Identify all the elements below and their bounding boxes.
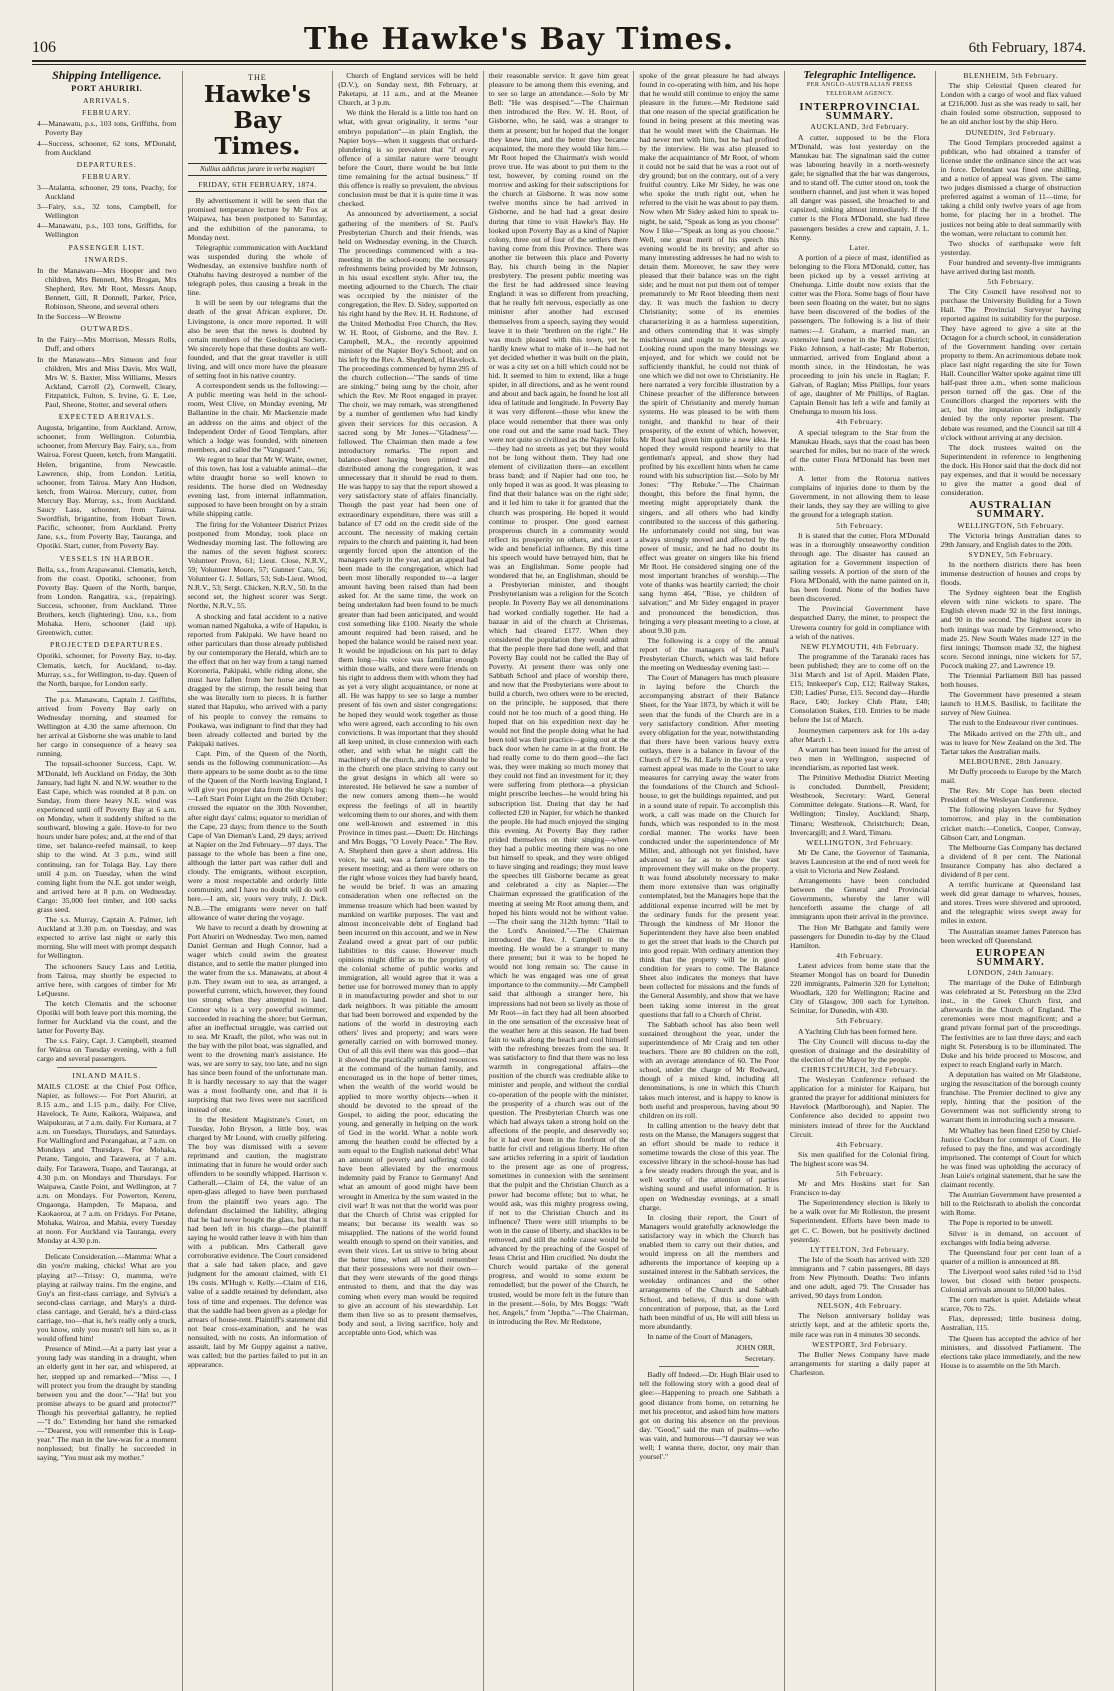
article-paragraph: The ketch Clematis and the schooner Opotiki will both leave port this morning, the former for Auckland via the coast, and the latter for Poverty Bay. xyxy=(37,998,177,1036)
dateline-location: 4th February. xyxy=(836,950,884,960)
divider xyxy=(57,691,157,692)
nameplate-title: Hawke's Bay Times. xyxy=(203,81,311,161)
article-paragraph: Journeymen carpenters ask for 10s a-day after March 1. xyxy=(789,725,930,744)
dateline-location: WESTPORT, 3rd February. xyxy=(812,1339,908,1349)
expected-list: Augusta, brigantine, from Auckland. Arrow, schooner, from Wellington. Columbia, schooner, from Mercury Bay. Fairy, s.s., from Wairoa. Forest Queen, ketch, from Mangatiti. Helen, brigantine, from Newcastle. Lawrence, ship, from London. Letitia, schooner, from Tairoa. Mary Ann Hudson, ketch, from Wairoa. Mercury, cutter, from Mercury Bay. Murray, s.s., from Auckland. Saucy Lass, schooner, from Tairoa. Swordfish, brigantine, from Hobart Town. Pacific, schooner, from Auckland. Pretty Jane, s.s., from Poverty Bay, Tauranga, and Opotiki. Start, cutter, from Poverty Bay. xyxy=(37,423,177,551)
article-paragraph: The s.s. Fairy, Capt. J. Campbell, steamed for Wairoa on Tuesday evening, with a full cargo and several passengers. xyxy=(37,1036,177,1064)
article-paragraph: A deputation has waited on Mr Gladstone, urging the resuscitation of the borough county franchise. The Premier declined to give any reply, hinting that the position of the Government was not sufficiently strong to warrant them in introducing such a measure. xyxy=(940,1069,1082,1125)
article-paragraph: We think the Herald is a little too hard on what, with great originality, it terms "our embryo population"—in plain English, the Napier boys—when it suggests that orchard-plundering is so prevalent that "if every offence of a similar nature were brought before the Court, there would be but little time remaining for the actual business." If this offence is really so prevalent, the obvious conclusion must be that it is quite time it was checked. xyxy=(338,108,478,209)
divider xyxy=(659,1366,759,1367)
article-paragraph: The Government have presented a steam launch to H.M.S. Basilisk, to facilitate the survey of New Guinea. xyxy=(940,690,1082,718)
dateline-location: MELBOURNE, 28th January. xyxy=(959,756,1063,766)
column-telegraphic xyxy=(785,71,936,1691)
european-summary-heading: EUROPEAN SUMMARY. xyxy=(975,946,1046,968)
article-paragraph: Mr Duffy proceeds to Europe by the March mail. xyxy=(940,766,1082,786)
dateline-location: 4th February. xyxy=(836,417,884,427)
masthead xyxy=(32,22,1086,62)
article-paragraph: Badly off Indeed.—Dr. Hugh Blair used to tell the following story with a good deal of glee:—Happening to preach one Sabbath a good distance from home, on returning he met his precentor, and asked him how matters got on during his absence on the previous day. "Good," said the man of psalms—who was vain, and humorous—"I daursay we was well; I wanna there, doctor, ony mair than yoursel'." xyxy=(639,1370,779,1462)
article-paragraph: The Court of Managers has much pleasure in laying before the Church the accompanying abstract of their Balance Sheet, for the Year 1873, by which it will be seen that the funds of the Church are in a very satisfactory condition. After meeting every obligation for the year, notwithstanding that there have been various heavy extra outlays, there is a balance in favour of the Church of £7 9s. 8d. Early in the year a very earnest appeal was made to the Court to take measures for carrying away the water from the foundations of the Church and School-house, to get the buildings repainted, and put in a sound state of repair. To accomplish this work, a call was made on the Church for funds, which was responded to in the most cordial manner. The works have been conducted under the superintendence of Mr Miller, and, although not yet finished, have advanced so far as to show the vast improvement they will make on the property. It was found absolutely necessary to make them more extensive than was originally contemplated, but the Managers hope that the additional expense incurred will be met by the ordinary funds for the present year. Through the kindness of Mr Honor the Superintendent they have also been enabled to get the street that leads to the Church put into good repair. With ordinary attention they think that the property will be in good condition for years to come. The Balance Sheet also indicates the moneys that have been collected for missions and the funds of the General Assembly, and show that we have been taking some interest in the great questions that fall to a Church of Christ. xyxy=(639,673,779,1019)
article-paragraph: In name of the Court of Managers, xyxy=(647,1331,753,1341)
article-paragraph: A letter from the Rotorua natives complains of injuries done to them by the Government, in not allowing them to lease their lands, they say they are willing to give the ground for a telegraph station. xyxy=(789,474,930,520)
article-paragraph: The Australian steamer James Paterson has been wrecked off Queensland. xyxy=(940,926,1082,945)
dateline-location: WELLINGTON, 3rd February. xyxy=(806,837,914,847)
dateline: FRIDAY, 6TH FEBRUARY, 1874. xyxy=(188,180,328,192)
passenger-item: In the Manawatu—Mrs Hooper and two children, Mrs Bennett, Mrs Brogan, Mrs Shepherd, Rev. Mr Root, Messrs Anup, Bennett, Gill, R Donnell, Parker, Price, Robinson, Sheone, and several others xyxy=(37,265,177,312)
article-paragraph: The Victoria brings Australian dates to 29th January, and English dates to the 20th. xyxy=(940,530,1082,549)
article-paragraph: The programme of the Taranaki races has been published; they are to come off on the 31st March and 1st of April. Maiden Plate, £15; Innkeeper's Cup, £12; Railway Stakes, £30; Ladies' Purse, £15. Second day—Hurdle Race, £40; Jockey Club Plate, £40; Consolation Stakes, £10. Entries to be made before the 1st of March. xyxy=(789,651,930,725)
dateline-location: AUCKLAND, 3rd February. xyxy=(810,122,910,132)
mails-heading: INLAND MAILS. xyxy=(72,1070,142,1080)
departure-item: 4—Manawatu, p.s., 103 tons, Griffiths, for Wellington xyxy=(37,221,177,240)
article-paragraph: In closing their report, the Court of Managers would gratefully acknowledge the satisfactory way in which the Church has enabled them to carry out their duties, and would impress on all the members and adherents the importance of keeping up a sustained interest in the Sabbath services, the weekday ordinances and the other arrangements of the Church and Sabbath School, and believe, if this is done with concentration of purpose, that, as the Lord hath been mindful of us, He will still bless us more abundantly. xyxy=(639,1212,779,1331)
signature-name: JOHN ORR, xyxy=(736,1343,775,1353)
section-subheading: PER ANGLO-AUSTRALIAN PRESS TELEGRAM AGENCY. xyxy=(806,82,913,98)
article-paragraph: The Good Templars proceeded against a publican, who had obtained a transfer of license under the ordinance since the act was in force. Defendant was fined one shilling, and a notice of appeal was given. The same two judges dismissed a charge of obstruction preferred against a woman of 11—time, for taking a child only twelve years of age from home, for placing her in a brothel. The justices not being able to deal summarily with the woman, were reluctant to commit her. xyxy=(940,137,1082,238)
article-paragraph: A terrific hurricane at Queensland last week did great damage to wharves, houses, and stores. Trees were shivered and uprooted, and the telegraphic wires swept away for miles in extent. xyxy=(940,880,1082,926)
inwards-heading: INWARDS. xyxy=(84,254,129,264)
article-paragraph: It is stated that the cutter, Flora M'Donald was in a thoroughly unseaworthy condition through age. The disaster has caused an agitation for a Government inspection of sailing vessels. A portion of the stern of the Flora M'Donald, with the name painted on it, has been found. None of the bodies have been discovered. xyxy=(789,530,930,604)
article-paragraph: A shocking and fatal accident to a native woman named Ngahuka, a wife of Hapuku, is reported from Pakipaki. We have heard no other particulars than those already published by our contemporary the Herald, which are to the effect that on her way from a tangi named Koroneria, Pakipaki, while riding alone, she must have fallen from her horse and been dragged by the stirrup, the result being that she was literally torn to pieces. It is further stated that Hapuku, who arrived with a party of his people to convey the remains to Poukawa, was indignant to find that they had been already collected and buried by the Pakipaki natives. xyxy=(187,611,328,748)
dateline-location: LONDON, 24th January. xyxy=(967,967,1055,977)
article-paragraph: The Hon Mr Bathgate and family were passengers for Dunedin to-day by the Claud Hamilton. xyxy=(789,922,930,950)
article-paragraph: Presence of Mind.—At a party last year a young lady was standing in a draught, when an elderly gent in her ear, and whispered, at her, stepped up and remarked—"Miss —, I will protect you from the draught by standing between you and the door."—"Ha! but you promise always to be guard and protector?" Though his proverbial gallantry, he replied—"I do." Extending her hand she remarked—"Dearest, you will remember this is Leap-year." The man in the law-was for a moment nonplussed; but finally he succeeded in saying, "You must ask my mother." xyxy=(37,1344,177,1463)
passenger-item: In the Manawatu—Mrs Simeon and four children, Mrs and Miss Davis, Mrs Wall, Mrs W. S. Baxter, Miss Williams, Messrs Ackland, Carroll (2), Cornwell, Cleary, Fitzpatrick, Fulton, S. Irvine, G. E. Lee, Paul, Sheone, Stotter, and several others xyxy=(37,354,177,409)
article-paragraph: The topsail-schooner Success, Capt. W. M'Donald, left Auckland on Friday, the 30th January, had light N. and N.W. weather to the East Cape, which was rounded at 8 p.m. on Sunday, from there heavy N.E. wind was experienced until off Poverty Bay at 6 a.m. on Monday, when it suddenly shifted to the southward, blowing a gale. Hove-to for two hours under bare poles; and, at the end of that time, set balance-reefed mainsail, to keep ship to the wind. At 3 p.m., wind still continuing, ran for Tolaga Bay. Lay there until 4 p.m. on Tuesday, when the wind coming light from the N.E. got under weigh, and arrived here at 8 p.m. on Wednesday. Cargo: 35,000 feet timber, and 100 sacks grass seed. xyxy=(37,759,177,914)
dateline-location: NELSON, 4th February. xyxy=(817,1301,903,1311)
dateline-location: 5th February. xyxy=(987,277,1035,287)
column-shipping xyxy=(32,71,183,1691)
article-paragraph: The Queen has accepted the advice of her ministers, and dissolved Parliament. The elections take place immediately, and the new House is to assemble on the 5th March. xyxy=(940,1333,1082,1370)
article-paragraph: The following is a copy of the annual report of the managers of St. Paul's Presbyterian Church, which was laid before the meeting on Wednesday evening last:— xyxy=(639,635,779,673)
article-paragraph: Four hundred and seventy-five immigrants have arrived during last month. xyxy=(940,257,1082,276)
australian-summary-heading: AUSTRALIAN SUMMARY. xyxy=(969,499,1053,521)
article-paragraph: The s.s. Murray, Captain A. Palmer, left Auckland at 3.30 p.m. on Tuesday, and was expected to arrive last night or early this morning. She will meet with prompt despatch for Wellington. xyxy=(37,915,177,961)
article-paragraph: their reasonable service. It gave him great pleasure to be among them this evening, and to see so large an attendance.—Solo by Mr Bell: "He was despised."—The Chairman then introduced the Rev. W. H. Root, of Gisborne, who, he said, was a stranger to them at present; but he hoped that the longer they knew him, and the better they became acquainted, the more they would like him.—Mr Root hoped the Chairman's wish would prove true. He was about to put them to the test, however, by coming round on the morrow and asking for their subscriptions for the church at Gisborne. It was now some twelve months since he had arrived in Gisborne, and he had had a great desire during that time to visit Hawke's Bay. He looked upon Poverty Bay as a kind of Napier colony, three out of four of the settlers there having come from this Province. There was another tie between this place and Poverty Bay, his church being in the Napier presbytery. The present public meeting was the first he had addressed since leaving England: it was so different from preaching, that he really felt nervous, especially as one minister after another had excused themselves from a speech, saying they would leave it to their "brethren on the right." He was much pleased with this town, yet he hardly knew what to make of it—he had not yet decided whether it was built on the plain, or was a city set on a hill which could not be hid. It seemed to him to extend, like a huge spider, in all directions, and as he went round and about and back again, he found he lost all idea of latitude and longitude. In Poverty Bay it was very different—those who knew the place would remember that there was only one road out and the same road back. They were not quite so civilized as the Napier folks—they had no streets as yet; but they would not be long without them. They had one element of civilization there—an excellent brass band; and if Napier had one too, he only hoped it was as good. It was pleasing to find that their balance was on the right side; and it led him to take it for granted that the church was prospering. He hoped it would continue to prosper. One good earnest prosperous church in a community would reflect its prosperity on others, and exert a wide and beneficial influence. By this time his speech would have betrayed him, that he was an Englishman. Some people had wondered that he, an Englishman, should be a Presbyterian minister, and thought Presbyterianism was a religion for the Scotch people. In Poverty Bay we all denominations had worked cordially together. He had a bazaar in aid of the church at Christmas, which had cleared £177. When they considered the population they would admit that the people there had done well, and that Poverty Bay could not be called the Bay of Poverty. At present there was only one Sabbath School and place of worship there, and now that the Presbyterians were about to build a church, two others were to be erected, on the principle, he supposed, that there could not be too much of a good thing. He hoped that on his expedition next day he would not find the people doing what he had been told was their practice—going out at the back door when he came in at the front. He had really come to do them good—the fact was, they were making so much money that they could not find an investment for it; they were suffering from plethora—a physician might prescribe leeches—he would bring his subscription list. During that day he had collected £20 in Napier, for which he thanked the people. He had much enjoyed the singing this evening. At Poverty Bay they rather prided themselves on their singing—when they had a public meeting there was no one but himself to speak, and they were obliged to have singing and readings; they must leave the speeches till Gisborne became as great and celebrated a city as Napier.—The Chairman expressed the gratification of the meeting at seeing Mr Root among them, and hoped his hints would not be without value.—The choir sang the 312th hymn: "Hail to the Lord's Anointed."—The Chairman introduced the Rev. J. Campbell to the meeting. He would be a stranger to many there present; but it was to be hoped he would not long remain so. The cause in which he was engaged was one of great importance to the community.—Mr Campbell said that although a stranger here, his impressions had not been so lively as those of Mr Root—in fact they had all been absorbed in the one sensation of the excessive heat of the weather here at this season. He had been fain to walk along the beach and cool himself with the refreshing breezes from the sea. It was satisfactory to find that there was no less warmth in congregational affairs—the position of the church was creditable alike to minister and people, and without the cordial co-operation of the people with the minister, the prosperity of a church was out of the question. The Presbyterian Church was one which had always taken a strong hold on the affections of the people, and deservedly so; for it had ever been in the forefront of the battle for civil and religious liberty. He often saw articles referring in a spirit of laudation to the present age as one of progress, sometimes in connexion with the sentiment that the pulpit and the Christian Church as a power had become effete; but to what, he would ask, was this mighty progress owing, if not to the Christian Church and its influence? There were still triumphs to be won in the cause of liberty, and shackles to be removed, and still the noble cause would be advanced by the preaching of the Gospel of Jesus Christ and Him crucified. No doubt the Church would partake of the general progress, and would to some extent be remodelled; but the power of the Church, he trusted, would be more felt in the future than in the present.—Solo, by Mrs Boggs: "Waft her, Angels," from "Jeptha."—The Chairman, in introducing the Rev. Mr Redstone, xyxy=(488,71,629,1326)
passenger-heading: PASSENGER LIST. xyxy=(68,242,145,252)
projected-heading: PROJECTED DEPARTURES. xyxy=(49,640,164,650)
article-paragraph: The Mikado arrived on the 27th ult., and was to leave for New Zealand on the 3rd. The Tartar takes the Australian mails. xyxy=(940,728,1082,756)
article-paragraph: The Liverpool wool sales ruled ½d to 1½d lower, but closed with better prospects. Colonial arrivals amount to 50,000 bales. xyxy=(940,1266,1082,1295)
article-paragraph: Telegraphic communication with Auckland was suspended during the whole of Wednesday, an extensive bushfire north of Otahuhu having destroyed a number of the telegraph poles, thus causing a break in the line. xyxy=(187,242,328,298)
article-paragraph: The dock trustees waited on the Superintendent in reference to lengthening the dock. His Honor said that the dock did not pay expenses, and that it would be necessary to give the matter a good deal of consideration. xyxy=(940,442,1082,498)
article-paragraph: The City Council have resolved not to purchase the University Building for a Town Hall. The Provincial Surveyor having reported against its suitability for the purpose. They have agreed to give a site at the Octagon for a church school, in consideration of the Government handing over certain property to them. An acrimonious debate took place last night regarding the site for Town Hall. Councillor Walter spoke against time till half-past three a.m., when some malicious person turned off the gas. One of the Councillors charged the reporters with the act, but the imputation was indignantly denied by the only reporter present. The debate was resumed, and the Council sat till 4 o'clock without arriving at any decision. xyxy=(940,287,1082,442)
article-paragraph: A Yachting Club has been formed here. xyxy=(797,1026,918,1036)
article-paragraph: The Primitive Methodist District Meeting is concluded. Dunnbell, President; Westbrook, Secretary: Ward, General Committee delegate. Stations—R. Ward, for Wellington; Tinsley, Auckland; Sharp, Timaru; Westbrook, Christchurch; Dean, Invercargill; and J. Ward, Timaru. xyxy=(789,773,930,837)
article-paragraph: Latest advices from home state that the Steamer Mongol has on board for Dunedin 220 immigrants, Palmerin 320 for Lyttelton; Woodlark, 320 for Wellington; Racine and City of Glasgow, 300 each for Lyttelton. Scimitar, for Dunedin, with 430. xyxy=(789,960,930,1016)
section-heading: Shipping Intelligence. xyxy=(52,71,162,82)
article-paragraph: Delicate Consideration.—Mamma: What a din you're making, chicks! What are you playing at?—Trissy: O, mamma, we're playing at railway trains. I'm the engine, and Guy's an first-class carriage, and Sylvia's a second-class carriage, and Mary's a third-class carriage, and Gerald, he's a third-class carriage, too—that is, he's really only a truck, you know, only you mustn't tell him so, as it would offend him! xyxy=(37,1252,177,1344)
article-paragraph: Silver is in demand, on account of exchanges with India being adverse. xyxy=(940,1228,1082,1247)
dateline-location: 5th February. xyxy=(836,1016,884,1026)
page-number: 106 xyxy=(32,39,56,56)
article-paragraph: A portion of a piece of mast, identified as belonging to the Flora M'Donald, cutter, has been picked up by a vessel arriving at Onehunga. Little doubt now exists that the cutter was the Flora. Some bags of flour have been seen floating on the water, but no signs have been discovered of the bodies of the passengers. The following is a list of their names:—J. Graham, a married man, an extensive land owner in the Raglan District; Fisko Johnson, a half-caste; Mr Roberton, unmarried, arrived from England about a month since, in the Hindostan, he was proceeding to join his uncle in Raglan; F. Galvan, of Raglan; Miss Phillips, four years of age, daughter of Mr Phillips, of Raglan. Captain Benoit has left a wife and family at Onehunga to mourn his loss. xyxy=(789,252,930,417)
nameplate xyxy=(188,73,328,176)
article-paragraph: The Triennial Parliament Bill has passed both houses. xyxy=(940,671,1082,690)
passenger-item: In the Fairy—Mrs Morrison, Messrs Rolls, Duff, and others xyxy=(37,335,177,354)
harbor-list: Bella, s.s., from Arapawanui. Clematis, ketch, from the coast. Opotiki, schooner, from Poverty Bay. Queen of the North, barque, from London. Rangatira, s.s., (repairing). Success, schooner, from Auckland. Three Brothers, ketch (lightering). Uno, s.s., from Mohaka. Hero, schooner (laid up). Greenwich, cutter. xyxy=(37,564,177,638)
article-paragraph: Two shocks of earthquake were felt yesterday. xyxy=(940,238,1082,257)
article-paragraph: The Austrian Government have presented a bill to the Reichsrath to abolish the concordat with Rome. xyxy=(940,1190,1082,1218)
columns xyxy=(32,71,1086,1691)
article-paragraph: In the northern districts there has been immense destruction of houses and crops by floods. xyxy=(940,559,1082,588)
dateline-location: Later. xyxy=(849,242,871,252)
signature-title: Secretary. xyxy=(744,1354,775,1364)
article-paragraph: It will be seen by our telegrams that the death of the great African explorer, Dr. Livingstone, is once more reported. It will also be seen that the news is doubted by certain members of the Geological Society. We sincerely hope that these doubts are well-founded, and that the great traveller is still living, and will once more have the pleasure of setting foot in his native country. xyxy=(187,298,328,381)
article-paragraph: In the Resident Magistrate's Court, on Tuesday, John Bryson, a little boy, was charged by Mr Lound, with cruelly pilfering. The boy was dismissed with a severe reprimand and caution, the magistrate intimating that in future he would order such offenders to be soundly whipped. Harrison v. Catherall.—Claim of £4, the value of an open-glass alleged to have been purchased from the plaintiff two years ago. The defendant disclaimed the liability, alleging that he had never bought the glass, but that it had been left in his charge—the plaintiff saying he would rather leave it with him than with a publican. Mrs Catherall gave corroborative evidence. The Court considered that a sale had taken place, and gave judgment for the amount claimed, with £1 19s costs. M'Hugh v. Kelly.—Claim of £16, value of a saddle retained by defendant, also loss of time and expenses. The defence was that the saddle had been given as a pledge for arrears of house-rent. Plaintiff's statement did not bear cross-examination, and he was nonsuited, with no costs. An information of assault, laid by Mr Guppy against a native, was called; but the parties failed to put in an appearance. xyxy=(187,1114,328,1370)
article-paragraph: A cutter, supposed to be the Flora M'Donald, was lost yesterday on the Manukau bar. The signalman said the cutter was labouring heavily in a north-westerly gale; he signalled that the bar was dangerous, and to stand off. The cutter stood on, took the southern channel, and just when it was hoped all danger was passed, she broached to and capsized, sinking almost immediately. If the cutter is the Flora M'Donald, she had three passengers besides a crew and captain, J. L. Kenny. xyxy=(789,132,930,242)
dateline-location: SYDNEY, 5th February. xyxy=(968,549,1054,559)
dateline-location: NEW PLYMOUTH, 4th February. xyxy=(800,641,919,651)
mails-list: MAILS CLOSE at the Chief Post Office, Napier, as follows:— For Port Ahuriri, at 8.15 a.m., and 1.15 p.m., daily. For Clive, Havelock, Te Aute, Kaikora, Waipawa, and Waipukurau, at 7 a.m. daily. For Kumara, at 7 a.m. on Tuesdays, Thursdays, and Saturdays. For Wallingford and Porangahau, at 7 a.m. on Mondays and Thursdays. For Mohaka, Petane, Tangoio, and Tarawera, at 7 a.m. daily. For Tarawera, Tuapo, and Tauranga, at 4.30 p.m. on Mondays and Thursdays. For Waipawa, Castle Point, and Wellington, at 7 a.m. on Mondays. For Powerton, Kereru, Ongaonga, Hampden, Te Mapaoa, and Kaokaoroa, at 7 a.m. on Fridays. For Petane, Mohaka, Wairoa, and Mahia, every Tuesday at noon. For Auckland via Tauranga, every Monday at 4.30 p.m. xyxy=(37,1081,177,1246)
nameplate-the: THE xyxy=(248,73,267,82)
dateline-location: WELLINGTON, 5th February. xyxy=(957,520,1065,530)
article-paragraph: The Wesleyan Conference refused the application for a minister for Kaiparu, but granted the prayer for additional ministers for Havelock (Marlborough), and Napier. The Conference also decided to appoint two ministers instead of three for the Auckland Circuit. xyxy=(789,1075,930,1139)
nameplate-motto: Nullius addictus jurare in verba magistri xyxy=(188,163,328,176)
article-paragraph: Arrangements have been concluded between the General and Provincial Governments, whereby the latter will henceforth assume the charge of all immigrants upon their arrival in the province. xyxy=(789,876,930,922)
departure-item: 3—Fairy, s.s., 32 tons, Campbell, for Wellington xyxy=(37,202,177,221)
article-paragraph: Mr and Mrs Hoskins start for San Francisco to-day xyxy=(789,1179,930,1198)
article-paragraph: spoke of the great pleasure he had always found in co-operating with him, and his hope that he would still continue to enjoy the same pleasure in the future.—Mr Redstone said that one reason of the special gratification he found in being present at this meeting was that he would meet with the Chairman. He had never met with him, but he had profited by the interview. He was also pleased to make the acquaintance of Mr Root, of whom it could not be said that he was a root out of dry ground; but on the contrary, out of a very fruitful country. Like Mr Sidey, he was one who spoke the truth right out, when he referred to the visit he was about to pay them. Now when Mr Sidey asked him to speak to-night, he said, "Speak as long as you choose" Now I like—"Speak as long as you choose." Well, one great merit of his speech this evening would be its brevity; and after so many interesting addresses he had no wish to detain them. Moreover, he saw they were pleased that their balance was on the right side; and he must not put them out of temper prematurely to Mr Root bleeding them next day. It was much the fashion to decry Christianity; some of its enemies characterizing it as a harmless superstition, and others contending that it was simply mischievous and ought to be swept away. Looking round upon the many blessings we enjoyed, and for which we could not be sufficiently thankful, he could not think of one which we did not owe to Christianity. He here narrated a very forcible illustration by a Chinese preacher of the difference between the spirit of Christianity and merely human systems. He was pleased to be with them tonight, and thankful to hear of their prosperity, of the extent of which, however, Mr Root had given him quite a new idea. He hoped they would respond heartily to that gentleman's appeal, and show they had profited by his excellent hints when he came round with his subscription list.—Solo by Mr Jones: "Thy Rebuke."—The Chairman thought, this before the final hymn, the meeting might appropriately thank the singers, and all others who had kindly contributed to the success of this gathering. He unfortunately could not sing, but was always strongly moved and affected by the power of music, and he had no doubt its effect was greater on singers like his friend Mr Root. He considered singing one of the most important branches of worship.—The vote of thanks was heartily carried; the choir sang hymn 464, "Rise, ye children of salvation;" and Mr Sidey engaged in prayer and pronounced the benediction, thus bringing a very pleasant meeting to a close, at about 9.30 p.m. xyxy=(639,71,779,635)
column-church xyxy=(333,71,484,1691)
article-paragraph: The City Council will discuss to-day the question of drainage and the desirability of the election of the Mayor by the people. xyxy=(789,1036,930,1064)
article-paragraph: A warrant has been issued for the arrest of two men in Wellington, suspected of incendiarism, as reported last week. xyxy=(789,744,930,772)
article-paragraph: The following players leave for Sydney tomorrow, and play in the combination cricket match:—Conelick, Cooper, Conway, Gibson Carr, and Longman. xyxy=(940,805,1082,842)
article-paragraph: The firing for the Volunteer District Prizes postponed from Monday, took place on Wednesday morning last. The following are the names of the seven highest scorers: Volunteer Provo, 61; Lieut. Close, N.R.V., 59; Volunteer Moore, 57; Gunner Cato, 56; Volunteer G. J. Sellars, 53; Sub-Lieut. Wood, N.R.V., 53; Sergt. Chicken, N.R.V., 50. In the second set, the highest scorer was Sergt. Northe, N.R.V., 55. xyxy=(187,519,328,611)
article-paragraph: The ship Celestial Queen cleared for London with a cargo of wool and flax valued at £216,000. Just as she was ready to sail, her chain fouled some obstruction, supposed to be an old anchor lost by the ship Hero. xyxy=(940,81,1082,127)
departure-item: 3—Atalanta, schooner, 29 tons, Peachy, for Auckland xyxy=(37,182,177,202)
article-paragraph: The Sydney eighteen beat the English eleven with nine wickets to spare. The English eleven made 92 in the first innings, and 90 in the second. The highest score in both innings was made by Greenwood, who made 25. New South Wales made 127 in the first innings; Thomson made 32, the highest score. Second innings, nine wickets for 57, Pocock making 27, and Lawrence 19. xyxy=(940,588,1082,670)
passenger-item: In the Success—W Browne xyxy=(37,312,122,322)
column-editorial xyxy=(183,71,334,1691)
dateline-location: 4th February. xyxy=(836,1139,884,1149)
column-summaries xyxy=(936,71,1086,1691)
masthead-rule xyxy=(32,64,1086,65)
article-paragraph: A special telegram to the Star from the Manukau Heads, says that the coast has been searched for miles, but no trace of the wreck of the cutter Flora M'Donald has been met with. xyxy=(789,427,930,473)
dateline-location: LYTTELTON, 3rd February. xyxy=(810,1244,910,1254)
article-paragraph: Mr Whalley has been fined £250 by Chief-Justice Cockburn for contempt of Court. He refused to pay the fine, and was accordingly imprisoned. The contempt of Court for which he was fined was upholding the accuracy of Jean Luie's original statement, that he saw the claimant recently. xyxy=(940,1125,1082,1190)
article-paragraph: The Provincial Government have despatched Darry, the miner, to prospect the Urewera country for gold in compliance with a wish of the natives. xyxy=(789,604,930,641)
article-paragraph: Six men qualified for the Colonial firing. The highest score was 94. xyxy=(789,1149,930,1168)
article-paragraph: The rush to the Endeavour river continues. xyxy=(948,718,1079,728)
article-paragraph: The Rev. Mr Cope has been elected President of the Wesleyan Conference. xyxy=(940,786,1082,805)
article-paragraph: By advertisement it will be seen that the promised temperance lecture by Mr Fox at Waipawa, has been postponed to Saturday, and the exhibition of the panorama, to Monday next. xyxy=(187,196,328,242)
article-paragraph: Capt. Pim, of the Queen of the North, sends us the following communication:—As there appears to be some doubt as to the time of the Queen of the North leaving England, I will give you proper data from the ship's log:—Left Start Point Light on the 26th October; crossed the equator on the 30th November, after eight days' calms; equator to meridian of the Cape, 23 days; from thence to the South Cape of Van Dieman's Land, 29 days; arrived at Napier on the 2nd February—97 days. The passage to the whole has been a fine one, although the latter part was rather dull and cloudy. The emigrants, without exception, were a most respectable and orderly little community, and I have no doubt will do well here.—I am, sir, yours very truly, J. Dick. N.B.—The emigrants were never on half allowance of water during the voyage. xyxy=(187,748,328,922)
dateline-location: CHRISTCHURCH, 3rd February. xyxy=(801,1064,919,1074)
arrivals-month: FEBRUARY. xyxy=(82,108,132,118)
article-paragraph: In calling attention to the heavy debt that rests on the Manse, the Managers suggest that an effort should be made to reduce it sometime towards the close of this year. The excessive library in the school-house has had a few steady readers through the year, and is well worthy of the attention of parties wishing sound and useful information. It is open on Wednesday evenings, at a small charge. xyxy=(639,1120,779,1212)
article-paragraph: The Isle of the South has arrived with 320 immigrants and 7 cabin passengers, 88 days from New Plymouth. Deaths: Two infants and one adult, aged 79. The Crusader has arrived, 90 days from London. xyxy=(789,1254,930,1301)
dateline-location: DUNEDIN, 3rd February. xyxy=(965,127,1056,137)
article-paragraph: The p.s. Manawatu, Captain J. Griffiths, arrived from Poverty Bay early on Wednesday morning, and steamed for Wellington at 4.30 the same afternoon. On her arrival at Gisborne she was unable to land her cargo in consequence of a heavy sea running. xyxy=(37,694,177,759)
dateline-location: 5th February. xyxy=(836,1168,884,1178)
article-paragraph: Mr De Cane, the Governor of Tasmania, leaves Launceston at the end of next week for a visit to Victoria and New Zealand. xyxy=(789,847,930,875)
dateline-location: 5th February. xyxy=(836,520,884,530)
article-paragraph: The marriage of the Duke of Edinburgh was celebrated at St. Petersburg on the 23rd inst., in the Greek Church first, and afterwards in the Church of England. The ceremonies were most magnificent; and a grand private formal part of the proceedings. The festivities are to last three days; and each night St. Petersburg is to be illuminated. The Duke and his bride proceed to Moscow, and expect to reach England early in March. xyxy=(940,978,1082,1069)
divider xyxy=(57,1067,157,1068)
section-heading: Telegraphic Intelligence. xyxy=(803,71,917,81)
article-paragraph: The Pope is reported to be unwell. xyxy=(948,1218,1053,1228)
article-paragraph: The Sabbath school has also been well sustained throughout the year, under the superintendence of Mr Craig and ten other teachers. There are 80 children on the roll, with an average attendance of 60. The Poor school, under the charge of Mr Redward, though of a mixed kind, including all denominations, is one in which this Church takes much interest, and is happy to know is both useful and prosperous, having about 90 children on its roll. xyxy=(639,1019,779,1120)
arrival-item: 4—Success, schooner, 62 tons, M'Donald, from Auckland xyxy=(37,138,177,157)
issue-date: 6th February, 1874. xyxy=(968,40,1086,56)
dateline-location: BLENHEIM, 5th February. xyxy=(963,71,1059,80)
article-paragraph: We have to record a death by drowning at Port Ahuriri on Wednesday. Two men, named Daniel German and Hugh Connor, had a wager which could swim the greatest distance, and to settle the matter plunged into the water from the s.s. Manawatu, at about 4 p.m. They swam out to sea, as arranged, a powerful current, which, however, they found too strong when they attempted to land. Connor who is a very powerful swimmer, succeeded in reaching the shore; but German, after an ineffectual struggle, was carried out to sea. Mr Kraaft, the pilot, who was out in the bay with the pilot boat, was signalled, and went to the drowning man's assistance. He was, we are sorry to say, too late, and no sign has since been found of the unfortunate man. It is hardly necessary to say that the wager was a most foolhardy one, and that it is surprising that two lives were not sacrificed instead of one. xyxy=(187,922,328,1114)
column-report xyxy=(634,71,785,1691)
harbor-heading: VESSELS IN HARBOR. xyxy=(59,553,155,563)
article-paragraph: A correspondent sends us the following:—A public meeting was held in the school-room, West Clive, on Monday evening, Mr Ballantine in the chair. Mr Mackenzie made an address on the aims and object of the Independent Order of Good Templars, after which a lodge was founded, with nineteen members, and called the "Vanguard." xyxy=(187,381,328,454)
article-paragraph: The Buller News Company have made arrangements for starting a daily paper at Charleston. xyxy=(789,1349,930,1377)
article-paragraph: The Superintendency election is likely to be a walk over for Mr Rolleston, the present Superintendent. Efforts have been made to get C. C. Bowen, but he positively declined yesterday. xyxy=(789,1198,930,1244)
outwards-heading: OUTWARDS. xyxy=(80,324,134,334)
newspaper-title: The Hawke's Bay Times. xyxy=(303,22,735,57)
column-church-continued xyxy=(484,71,635,1691)
article-paragraph: We regret to hear that Mr W. Waite, owner, of this town, has lost a valuable animal—the white draught horse so well known to residents. The horse died on Wednesday evening last, from internal inflammation, supposed to have been brought on by a strain while shipping cattle. xyxy=(187,454,328,519)
port-heading: PORT AHURIRI. xyxy=(71,83,143,94)
arrivals-heading: ARRIVALS. xyxy=(83,96,131,106)
article-paragraph: Church of England services will be held (D.V.), on Sunday next, 8th February, at Paketapu, at 11 a.m., and at the Meanee Church, at 3 p.m. xyxy=(338,71,478,108)
article-paragraph: The Melbourne Gas Company has declared a dividend of 8 per cent. The National Insurance Company has also declared a dividend of 8 per cent. xyxy=(940,842,1082,879)
article-paragraph: As announced by advertisement, a social gathering of the members of St. Paul's Presbyterian Church and their friends, was held on Wednesday evening, in the Church. The proceedings commenced with a tea-meeting in the school-room; the necessary refreshments being provided by Mr Johnson, in his usual excellent style. After tea, the meeting adjourned to the Church. The chair was occupied by the minister of the congregation, the Rev. D. Sidey, supported on his right hand by the Rev. H. H. Redstone, of the United Methodist Free Church, the Rev. W. H. Root, of Gisborne, and the Rev. J. Campbell, M.A., the recently appointed minister of the Napier Boy's School; and on his left by the Rev. A. Shepherd, of Havelock. The proceedings commenced by hymn 295 of the church collection—"The sands of time are sinking," being sung by the choir, after which the Rev. Mr Root engaged in prayer. The choir, we may remark, was strengthened by a number of gentlemen who had kindly given their services for this occasion. A sacred song by Mr Jones—"Gladness"—followed. The Chairman then made a few introductory remarks. The report and balance-sheet having been printed and distributed among the congregation, it was unnecessary that it should be read to them. He was happy to say that the report showed a very satisfactory state of affairs financially. Though the past year had been one of extraordinary expenditure, there was still a balance of £7 odd on the credit side of the account. The necessity of making certain repairs to the church and painting it, had been urgently forced upon the attention of the managers early in the year, and an appeal had been made to the congregation, which had been most liberally responded to—a larger amount having been raised than had been asked for. At the same time, the work on being undertaken had been found to be much greater than had been anticipated, and would cost something like £100. Nearly the whole amount required had been raised, and he hoped the balance would be raised next year. It would be injudicious on his part to delay them long—his voice was familiar enough within those walls, and there were friends on his right to address them with whom they had as yet a very slight acquaintance, or none at all. He was happy to see so large a number present of his own and sister congregations: he hoped they would work together as those who were agreed, each according to his own convictions. It was important that they should all keep united, in close connexion with each other, and with what he might call the machinery of the church, and there should be in the church one place striving to carry out the great designs in which all were so interested. He believed he saw a number of the new comers among them—he would express the feelings of all in heartily welcoming them to our shores, and with them one well-known and esteemed in this Province in times past.—Duett: Dr. Hitchings and Mrs Boggs, "O Lovely Peace." The Rev. A. Shepherd then gave a short address. His voice, he said, was a familiar one to the present meeting; and as there were others on the right whose voices they had barely heard, he would be brief. It was an amazing consideration when one reflected on the immense treasure which had been wasted by mankind on warlike purposes. The vast and almost inconceivable debt of England had been incurred on this account, and we in New Zealand owed a great part of our public liabilities to this cause. However much opinions might differ as to the propriety of the colonial scheme of public works and immigration, all would agree that it was a better use for borrowed money than to apply it in manufacturing powder and shot to our dark neighbors. It was pitiable the amount that had been borrowed and expended by the nations of the world in destroying each others' lives and property; and wars were generally carried on with borrowed money. Out of all this evil there was this good—that it showed the practically unlimited resources at the command of the human family, and encouraged us in the hope of better times, when the wealth of the world would be applied to more worthy objects—when it should be devoted to the spread of the Gospel, to aiding the poor, educating the young, and generally in helping on the work of God in the world. What a noble work among the heathen could be effected by a sum equal to the English national debt! What an amount of poverty and suffering could have been alleviated by the enormous indemnity paid by France to Germany! And what an amount of good might have been wrought in America by the sum wasted in the civil war! It was not that the world was poor that the Church of Christ was crippled for means; but because its wealth was so misapplied. The nations of the world found wealth enough to spend on their vanities, and even their vices. Let us strive to bring about the better time, when all would remember that their possessions were not their own—that they were stewards of the good things entrusted to them, and that the day was coming when every man would be required to give an account of his stewardship. Let them then live so as to present themselves, body and soul, a living sacrifice, holy and acceptable unto God, which was xyxy=(338,209,478,1337)
departures-month: FEBRUARY. xyxy=(82,171,132,181)
article-paragraph: The schooners Saucy Lass and Letitia, from Tairoa, may shortly be expected to arrive here, with cargoes of timber for Mr LeQuesne. xyxy=(37,961,177,998)
article-paragraph: The Nelson anniversary holiday was strictly kept, and at the athletic sports the, mile race was run in 4 minutes 30 seconds. xyxy=(789,1311,930,1339)
arrival-item: 4—Manawatu, p.s., 103 tons, Griffiths, from Poverty Bay xyxy=(37,119,177,138)
article-paragraph: The Queensland four per cent loan of a quarter of a million is announced at 88. xyxy=(940,1247,1082,1266)
departures-heading: DEPARTURES. xyxy=(76,159,137,169)
article-paragraph: The corn market is quiet. Adelaide wheat scarce, 70s to 72s. xyxy=(940,1295,1082,1314)
expected-heading: EXPECTED ARRIVALS. xyxy=(58,412,155,422)
summary-heading: INTERPROVINCIAL SUMMARY. xyxy=(799,101,921,123)
article-paragraph: Flax, depressed; little business doing, Australian, 115. xyxy=(940,1314,1082,1333)
divider xyxy=(57,1248,157,1249)
projected-list: Opotiki, schooner, for Poverty Bay, to-day. Clematis, ketch, for Auckland, to-day. Murray, s.s., for Wellington, to-day. Queen of the North, barque, for London early. xyxy=(37,651,177,688)
